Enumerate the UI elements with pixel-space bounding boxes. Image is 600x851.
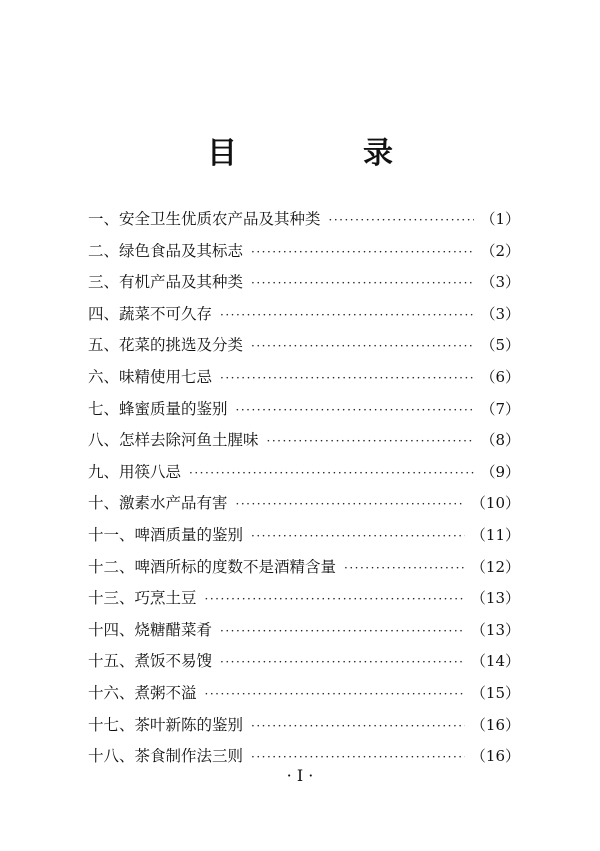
toc-entry-page: （3） [480, 304, 520, 323]
toc-entry[interactable] [88, 583, 520, 615]
toc-entry-title: 四、蔬菜不可久存 [88, 304, 213, 323]
toc-leader-dots [251, 237, 474, 269]
toc-entry-title: 一、安全卫生优质农产品及其种类 [88, 210, 321, 228]
toc-entry[interactable] [88, 615, 520, 647]
toc-entry-title: 十八、茶食制作法三则 [88, 747, 244, 766]
toc-entry[interactable] [88, 552, 520, 584]
toc-entry-page: （5） [480, 336, 520, 355]
toc-entry-title: 十七、茶叶新陈的鉴别 [88, 715, 244, 734]
toc-leader-dots [220, 647, 465, 679]
page-number: · I · [286, 766, 314, 785]
toc-entry-page: （1） [480, 210, 520, 228]
toc-entry-title: 十一、啤酒质量的鉴别 [88, 525, 244, 544]
toc-entry-page: （2） [480, 241, 520, 260]
toc-entry-page: （13） [470, 589, 520, 608]
toc-entry-title: 二、绿色食品及其标志 [88, 241, 244, 260]
toc-entry[interactable] [88, 678, 520, 710]
toc-leader-dots [236, 395, 475, 427]
toc-entry[interactable] [88, 646, 520, 678]
toc-entry[interactable] [88, 362, 520, 394]
toc-entry-page: （16） [470, 747, 520, 766]
toc-entry[interactable] [88, 204, 520, 236]
toc-entry-title: 三、有机产品及其种类 [88, 273, 244, 292]
toc-leader-dots [220, 363, 474, 395]
toc-entry[interactable] [88, 710, 520, 742]
toc-leader-dots [205, 584, 465, 616]
toc-leader-dots [189, 458, 474, 490]
toc-entry[interactable] [88, 236, 520, 268]
toc-entry[interactable] [88, 299, 520, 331]
toc-entry-title: 七、蜂蜜质量的鉴别 [88, 399, 228, 418]
toc-entry-page: （11） [470, 525, 520, 544]
toc-entry-title: 九、用筷八忌 [88, 462, 182, 481]
toc-entry-title: 十三、巧烹土豆 [88, 589, 197, 608]
toc-entry-page: （12） [470, 557, 520, 576]
table-of-contents [88, 204, 520, 773]
toc-leader-dots [267, 426, 475, 458]
toc-entry-page: （6） [480, 367, 520, 386]
toc-entry-title: 八、怎样去除河鱼土腥味 [88, 431, 259, 450]
toc-entry-page: （9） [480, 462, 520, 481]
toc-entry-title: 六、味精使用七忌 [88, 367, 213, 386]
toc-entry-page: （13） [470, 620, 520, 639]
toc-entry[interactable] [88, 520, 520, 552]
toc-leader-dots [344, 553, 465, 585]
toc-entry-title: 十四、烧糖醋菜肴 [88, 620, 213, 639]
toc-entry-page: （8） [480, 431, 520, 450]
toc-entry-page: （15） [470, 683, 520, 702]
toc-leader-dots [329, 205, 475, 237]
toc-leader-dots [251, 268, 474, 300]
toc-entry-title: 十二、啤酒所标的度数不是酒精含量 [88, 557, 337, 576]
toc-leader-dots [236, 489, 465, 521]
toc-entry[interactable] [88, 267, 520, 299]
toc-entry-title: 十六、煮粥不溢 [88, 683, 197, 702]
toc-entry-title: 十五、煮饭不易馊 [88, 652, 213, 671]
toc-leader-dots [251, 331, 474, 363]
toc-entry[interactable] [88, 457, 520, 489]
toc-leader-dots [220, 616, 465, 648]
toc-entry-page: （3） [480, 273, 520, 292]
toc-entry[interactable] [88, 394, 520, 426]
toc-entry[interactable] [88, 425, 520, 457]
toc-entry-title: 五、花菜的挑选及分类 [88, 336, 244, 355]
toc-entry-page: （16） [470, 715, 520, 734]
toc-leader-dots [220, 300, 474, 332]
toc-entry-page: （14） [470, 652, 520, 671]
toc-entry[interactable] [88, 330, 520, 362]
toc-leader-dots [251, 521, 465, 553]
toc-entry-page: （10） [470, 494, 520, 513]
toc-leader-dots [205, 679, 465, 711]
page-title: 目 录 [207, 136, 441, 171]
toc-leader-dots [251, 711, 465, 743]
toc-entry-page: （7） [480, 399, 520, 418]
toc-entry[interactable] [88, 488, 520, 520]
toc-entry-title: 十、激素水产品有害 [88, 494, 228, 513]
